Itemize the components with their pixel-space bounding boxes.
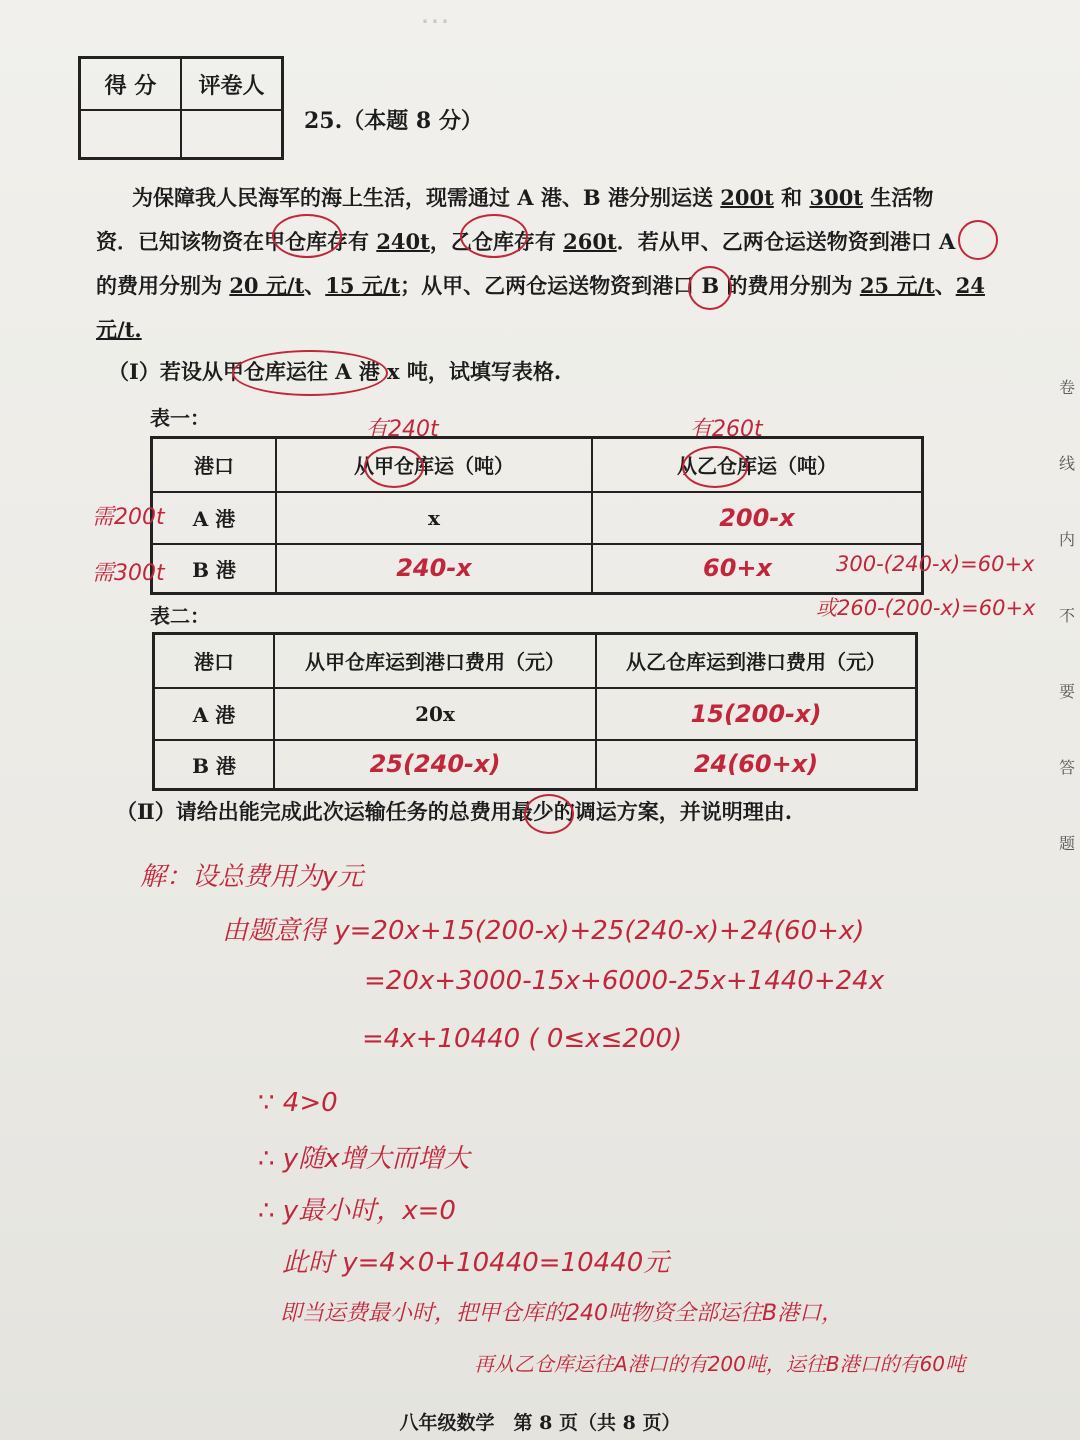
table-header: 从乙仓库运（吨） [592, 438, 923, 492]
solution-line: 解：设总费用为y元 [140, 862, 364, 892]
text: 元/t. [96, 317, 142, 342]
port-cell: A 港 [152, 492, 277, 544]
margin-char: 内 [1058, 530, 1075, 549]
question-line-1 [96, 176, 996, 220]
text: 生活物 [863, 185, 934, 210]
yi-cell: 15(200-x) [596, 688, 917, 740]
solution-line: 即当运费最小时，把甲仓库的240吨物资全部运往B港口， [280, 1301, 844, 1326]
jia-cell: 25(240-x) [274, 740, 596, 790]
table-header: 从甲仓库运到港口费用（元） [274, 634, 596, 688]
port-cell: A 港 [154, 688, 275, 740]
yi-cell: 24(60+x) [596, 740, 917, 790]
ink-circle [232, 350, 388, 396]
table-header: 从甲仓库运（吨） [276, 438, 592, 492]
solution-line: ∴ y最小时，x=0 [258, 1196, 456, 1226]
text: 为保障我人民海军的海上生活，现需通过 A 港、B 港分别运送 [132, 185, 721, 210]
margin-char: 线 [1058, 454, 1075, 473]
margin-char: 不 [1058, 606, 1075, 625]
fee-1: 20 元/t [229, 273, 305, 298]
solution-line: =4x+10440 ( 0≤x≤200) [362, 1024, 683, 1054]
question-line-2 [96, 220, 996, 264]
text: 、 [304, 273, 326, 298]
ink-circle [524, 794, 574, 834]
stock-yi: 260t [563, 229, 617, 254]
grader-cell [181, 110, 283, 159]
solution-line: =20x+3000-15x+6000-25x+1440+24x [364, 966, 885, 996]
text: 、 [934, 273, 956, 298]
table-row [154, 688, 917, 740]
margin-char: 答 [1058, 758, 1075, 777]
ink-circle [460, 214, 528, 258]
solution-line: ∴ y随x增大而增大 [258, 1144, 470, 1174]
score-label: 得 分 [80, 58, 182, 111]
question-line-3 [96, 264, 996, 308]
page-footer: 八年级数学 第 8 页（共 8 页） [399, 1412, 681, 1434]
bleed-through-text: ⋯ [420, 4, 450, 39]
fee-2: 15 元/t [325, 273, 401, 298]
table-header: 从乙仓库运到港口费用（元） [596, 634, 917, 688]
amount-a: 200t [720, 185, 774, 210]
solution-line: 由题意得 y=20x+15(200-x)+25(240-x)+24(60+x) [222, 916, 865, 946]
jia-cell: 240-x [276, 544, 592, 594]
fee-3: 25 元/t [859, 273, 935, 298]
annotation-need-200: 需200t [92, 505, 165, 530]
ink-circle [688, 266, 732, 310]
table-2-label: 表二： [150, 604, 210, 628]
text: ；从甲、乙两仓运送物资到港口 B 的费用分别为 [400, 273, 860, 298]
ink-circle [958, 220, 998, 260]
table-row [152, 544, 923, 594]
fee-4: 24 [955, 273, 985, 298]
annotation-has-240: 有240t [366, 417, 439, 442]
part-2-prompt: （Ⅱ）请给出能完成此次运输任务的总费用最少的调运方案，并说明理由. [116, 799, 793, 824]
question-line-4 [96, 308, 996, 352]
grader-label: 评卷人 [181, 58, 283, 111]
ink-circle [364, 446, 424, 488]
annotation-calc-1: 300-(240-x)=60+x [836, 552, 1035, 576]
annotation-need-300: 需300t [92, 561, 165, 586]
ink-circle [272, 214, 342, 258]
table-header: 港口 [154, 634, 275, 688]
amount-b: 300t [809, 185, 864, 210]
text: 的费用分别为 [96, 273, 230, 298]
text: 和 [773, 185, 810, 210]
part-1-prompt: （Ⅰ）若设从甲仓库运往 A 港 x 吨，试填写表格. [108, 359, 562, 384]
text: ．若从甲、乙两仓运送物资到港口 A [616, 229, 956, 254]
solution-line: 此时 y=4×0+10440=10440元 [282, 1248, 670, 1278]
table-1-label: 表一： [150, 406, 210, 430]
yi-cell: 60+x [592, 544, 923, 594]
stock-jia: 240t [376, 229, 430, 254]
text: 资．已知该物资在甲仓库存有 [96, 229, 377, 254]
ink-circle [682, 446, 748, 488]
margin-char: 题 [1058, 834, 1075, 853]
margin-char: 卷 [1058, 378, 1075, 397]
table-1 [150, 436, 924, 595]
port-cell: B 港 [154, 740, 275, 790]
text: ，乙仓库存有 [429, 229, 564, 254]
table-row [154, 740, 917, 790]
solution-line: 再从乙仓库运往A港口的有200吨，运往B港口的有60吨 [474, 1352, 966, 1376]
score-cell [80, 110, 182, 159]
table-row [152, 492, 923, 544]
seal-line-text [1056, 350, 1078, 882]
annotation-has-260: 有260t [690, 417, 763, 442]
table-header: 港口 [152, 438, 277, 492]
jia-cell: x [276, 492, 592, 544]
annotation-calc-2: 或260-(200-x)=60+x [816, 596, 1036, 620]
jia-cell: 20x [274, 688, 596, 740]
solution-line: ∵ 4>0 [258, 1088, 338, 1118]
question-number: 25.（本题 8 分） [304, 108, 483, 134]
score-box [78, 56, 284, 160]
yi-cell: 200-x [592, 492, 923, 544]
margin-char: 要 [1058, 682, 1075, 701]
port-cell: B 港 [152, 544, 277, 594]
table-2 [152, 632, 918, 791]
